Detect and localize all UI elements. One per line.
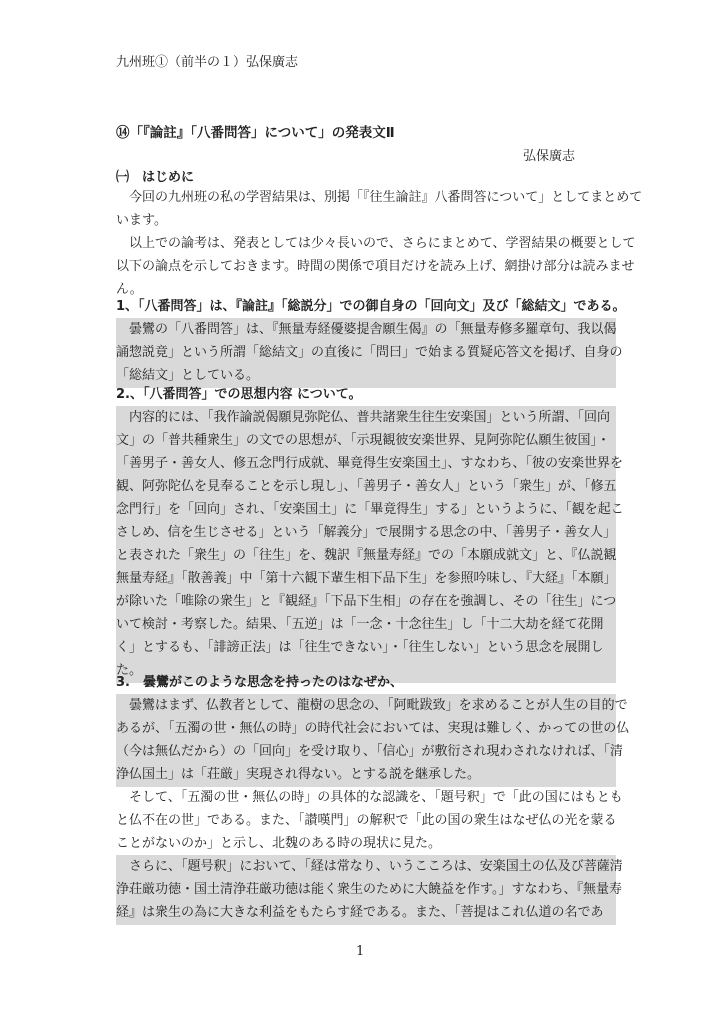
point2-line: いて検討・考察した。結果、「五逆」は「一念・十念往生」し「十二大劫を経て花開 — [116, 617, 604, 632]
point3-line: ことがないのか」と示し、北魏のある時の現状に見た。 — [116, 836, 442, 851]
point2-line: が除いた「唯除の衆生」と『観経』「下品下生相」の存在を強調し、その「往生」につ — [116, 594, 617, 609]
page-number: 1 — [356, 944, 365, 959]
intro-line: 今回の九州班の私の学習結果は、別掲「『往生論註』八番問答について」としてまとめて — [116, 190, 643, 205]
author-name: 弘保廣志 — [523, 149, 576, 164]
point3-line: さらに、「題号釈」において、「経は常なり、いうこころは、安楽国土の仏及び菩薩清 — [116, 859, 623, 874]
point1-line: 誦惣説竟」という所謂「総結文」の直後に「問曰」で始まる質疑応答文を掲げ、自身の — [116, 345, 623, 360]
point3-line: 浄荘厳功徳・国土清浄荘厳功徳は能く衆生のために大饒益を作す。」すなわち、『無量寿 — [116, 882, 622, 897]
page-header: 九州班①（前半の１）弘保廣志 — [116, 55, 299, 70]
intro-line: います。 — [116, 213, 167, 228]
point2-line: 文」の「普共種衆生」の文での思想が、「示現観彼安楽世界、見阿弥陀仏願生彼国」・ — [116, 433, 611, 448]
point2-line: 観、阿弥陀仏を見奉ることを示し現し」、「善男子・善女人」という「衆生」が、「修五 — [116, 479, 617, 494]
point2-line: 無量寿経』「散善義」中「第十六観下輩生相下品下生」を参照吟味し、『大経』「本願」 — [116, 571, 617, 586]
point2-line: く」とするも、「誹謗正法」は「往生できない」・「往生しない」という思念を展開し — [116, 640, 604, 655]
section-intro-heading: ㈠ はじめに — [116, 170, 195, 185]
point2-line: と表された「衆生」の「往生」を、魏訳『無量寿経』での「本願成就文」と、『仏説観 — [116, 548, 617, 563]
intro-line: ん。 — [116, 282, 143, 297]
point2-line: 内容的には、「我作論説偈願見弥陀仏、普共諸衆生往生安楽国」という所謂、「回向 — [116, 410, 611, 425]
point2-heading: 2.、「八番問答」での思想内容 について。 — [116, 387, 362, 402]
page-title: ⑭「『論註』「八番問答」について」の発表文Ⅱ — [116, 125, 395, 141]
point1-heading: 1、「八番問答」は、『論註』「総説分」での御自身の「回向文」及び「総結文」である。 — [116, 299, 626, 314]
point3-line: と仏不在の世」である。また、「讃嘆門」の解釈で「此の国の衆生はなぜ仏の光を蒙る — [116, 813, 617, 828]
point3-line: 経』は衆生の為に大きな利益をもたらす経である。また、「菩提はこれ仏道の名であ — [116, 905, 604, 920]
point2-line: 「善男子・善女人、修五念門行成就、畢竟得生安楽国土」、すなわち、「彼の安楽世界を — [116, 456, 624, 471]
point3-line: あるが、「五濁の世・無仏の時」の時代社会においては、実現は難しく、かっての世の仏 — [116, 721, 630, 736]
point1-line: 曇鸞の「八番問答」は、『無量寿経優婆提舎願生偈』の「無量寿修多羅章句、我以偈 — [116, 322, 617, 337]
point2-line: た。 — [116, 663, 143, 678]
intro-line: 以上での論考は、発表としては少々長いので、さらにまとめて、学習結果の概要として — [116, 236, 636, 251]
point3-line: （今は無仏だから）の「回向」を受け取り、「信心」が敷衍され現わされなければ、「清 — [116, 744, 624, 759]
point2-line: 念門行」を「回向」され、「安楽国土」に「畢竟得生」する」というように、「観を起こ — [116, 502, 624, 517]
point3-line: 浄仏国土」は「荘厳」実現され得ない。とする説を継承した。 — [116, 767, 481, 782]
point3-heading: 3. 曇鸞がこのような思念を持ったのはなぜか、 — [116, 675, 403, 690]
intro-line: 以下の論点を示しておきます。時間の関係で項目だけを読み上げ、網掛け部分は読みませ — [116, 259, 635, 274]
point1-line: 「総結文」としている。 — [116, 368, 260, 383]
point3-line: そして、「五濁の世・無仏の時」の具体的な認識を、「題号釈」で「此の国にはもとも — [116, 790, 623, 805]
point2-line: さしめ、信を生じさせる」という「解義分」で展開する思念の中、「善男子・善女人」 — [116, 525, 616, 540]
point3-line: 曇鸞はまず、仏教者として、龍樹の思念の、「阿毗跋致」を求めることが人生の目的で — [116, 698, 628, 713]
